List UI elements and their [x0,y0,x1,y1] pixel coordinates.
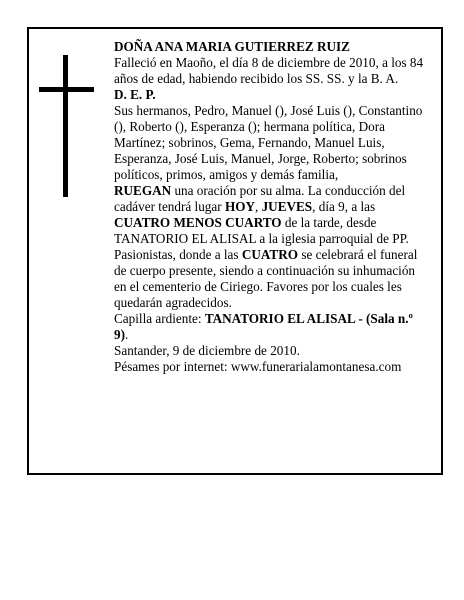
obituary-text [114,39,424,375]
family-list: Sus hermanos, Pedro, Manuel (), José Luis (), Constantino (), Roberto (), Esperanza (); hermana política, Dora Martínez; sobrinos, Gema, Fernando, Manuel Luis, Esperanza, José Luis, Manuel, Jorge, Roberto; sobrinos políticos, primos, amigos y demás familia, [114,103,423,182]
ceremony-text-3: , día 9, a las [312,199,376,214]
ceremony-text-5: se celebrará el funeral de cuerpo presente, siendo a continuación su inhumación en el cementerio de Ciriego. Favores por los cuales les quedarán agradecidos. [114,247,418,310]
place-date: Santander, 9 de diciembre de 2010. [114,343,300,358]
ceremony-details [114,183,424,311]
cross-icon [63,55,68,197]
chapel-end: . [125,327,129,342]
death-notice: Falleció en Maoño, el día 8 de diciembre de 2010, a los 84 años de edad, habiendo recibido los SS. SS. y la B. A. [114,55,424,86]
chapel-info [114,311,424,343]
deceased-name: DOÑA ANA MARIA GUTIERREZ RUIZ [114,39,350,54]
day-name: JUEVES [261,199,313,214]
ruegan-label: RUEGAN [114,183,172,198]
condolences-link: Pésames por internet: www.funerarialamontanesa.com [114,359,402,374]
cross-icon-bar [39,87,94,92]
dep-label: D. E. P. [114,87,156,102]
funeral-time: CUATRO [241,247,299,262]
ceremony-text-1: una oración por su alma. La conducción del cadáver tendrá lugar [114,183,406,214]
chapel-label: Capilla ardiente: [114,311,205,326]
ceremony-text-4: de la tarde, desde TANATORIO EL ALISAL a la iglesia parroquial de PP. Pasionistas, donde a las [114,215,409,262]
procession-time: CUATRO MENOS CUARTO [114,215,282,230]
ceremony-text-2: , [254,199,262,214]
day-today: HOY [224,199,255,214]
chapel-location: TANATORIO EL ALISAL - (Sala n.º 9) [114,311,413,342]
